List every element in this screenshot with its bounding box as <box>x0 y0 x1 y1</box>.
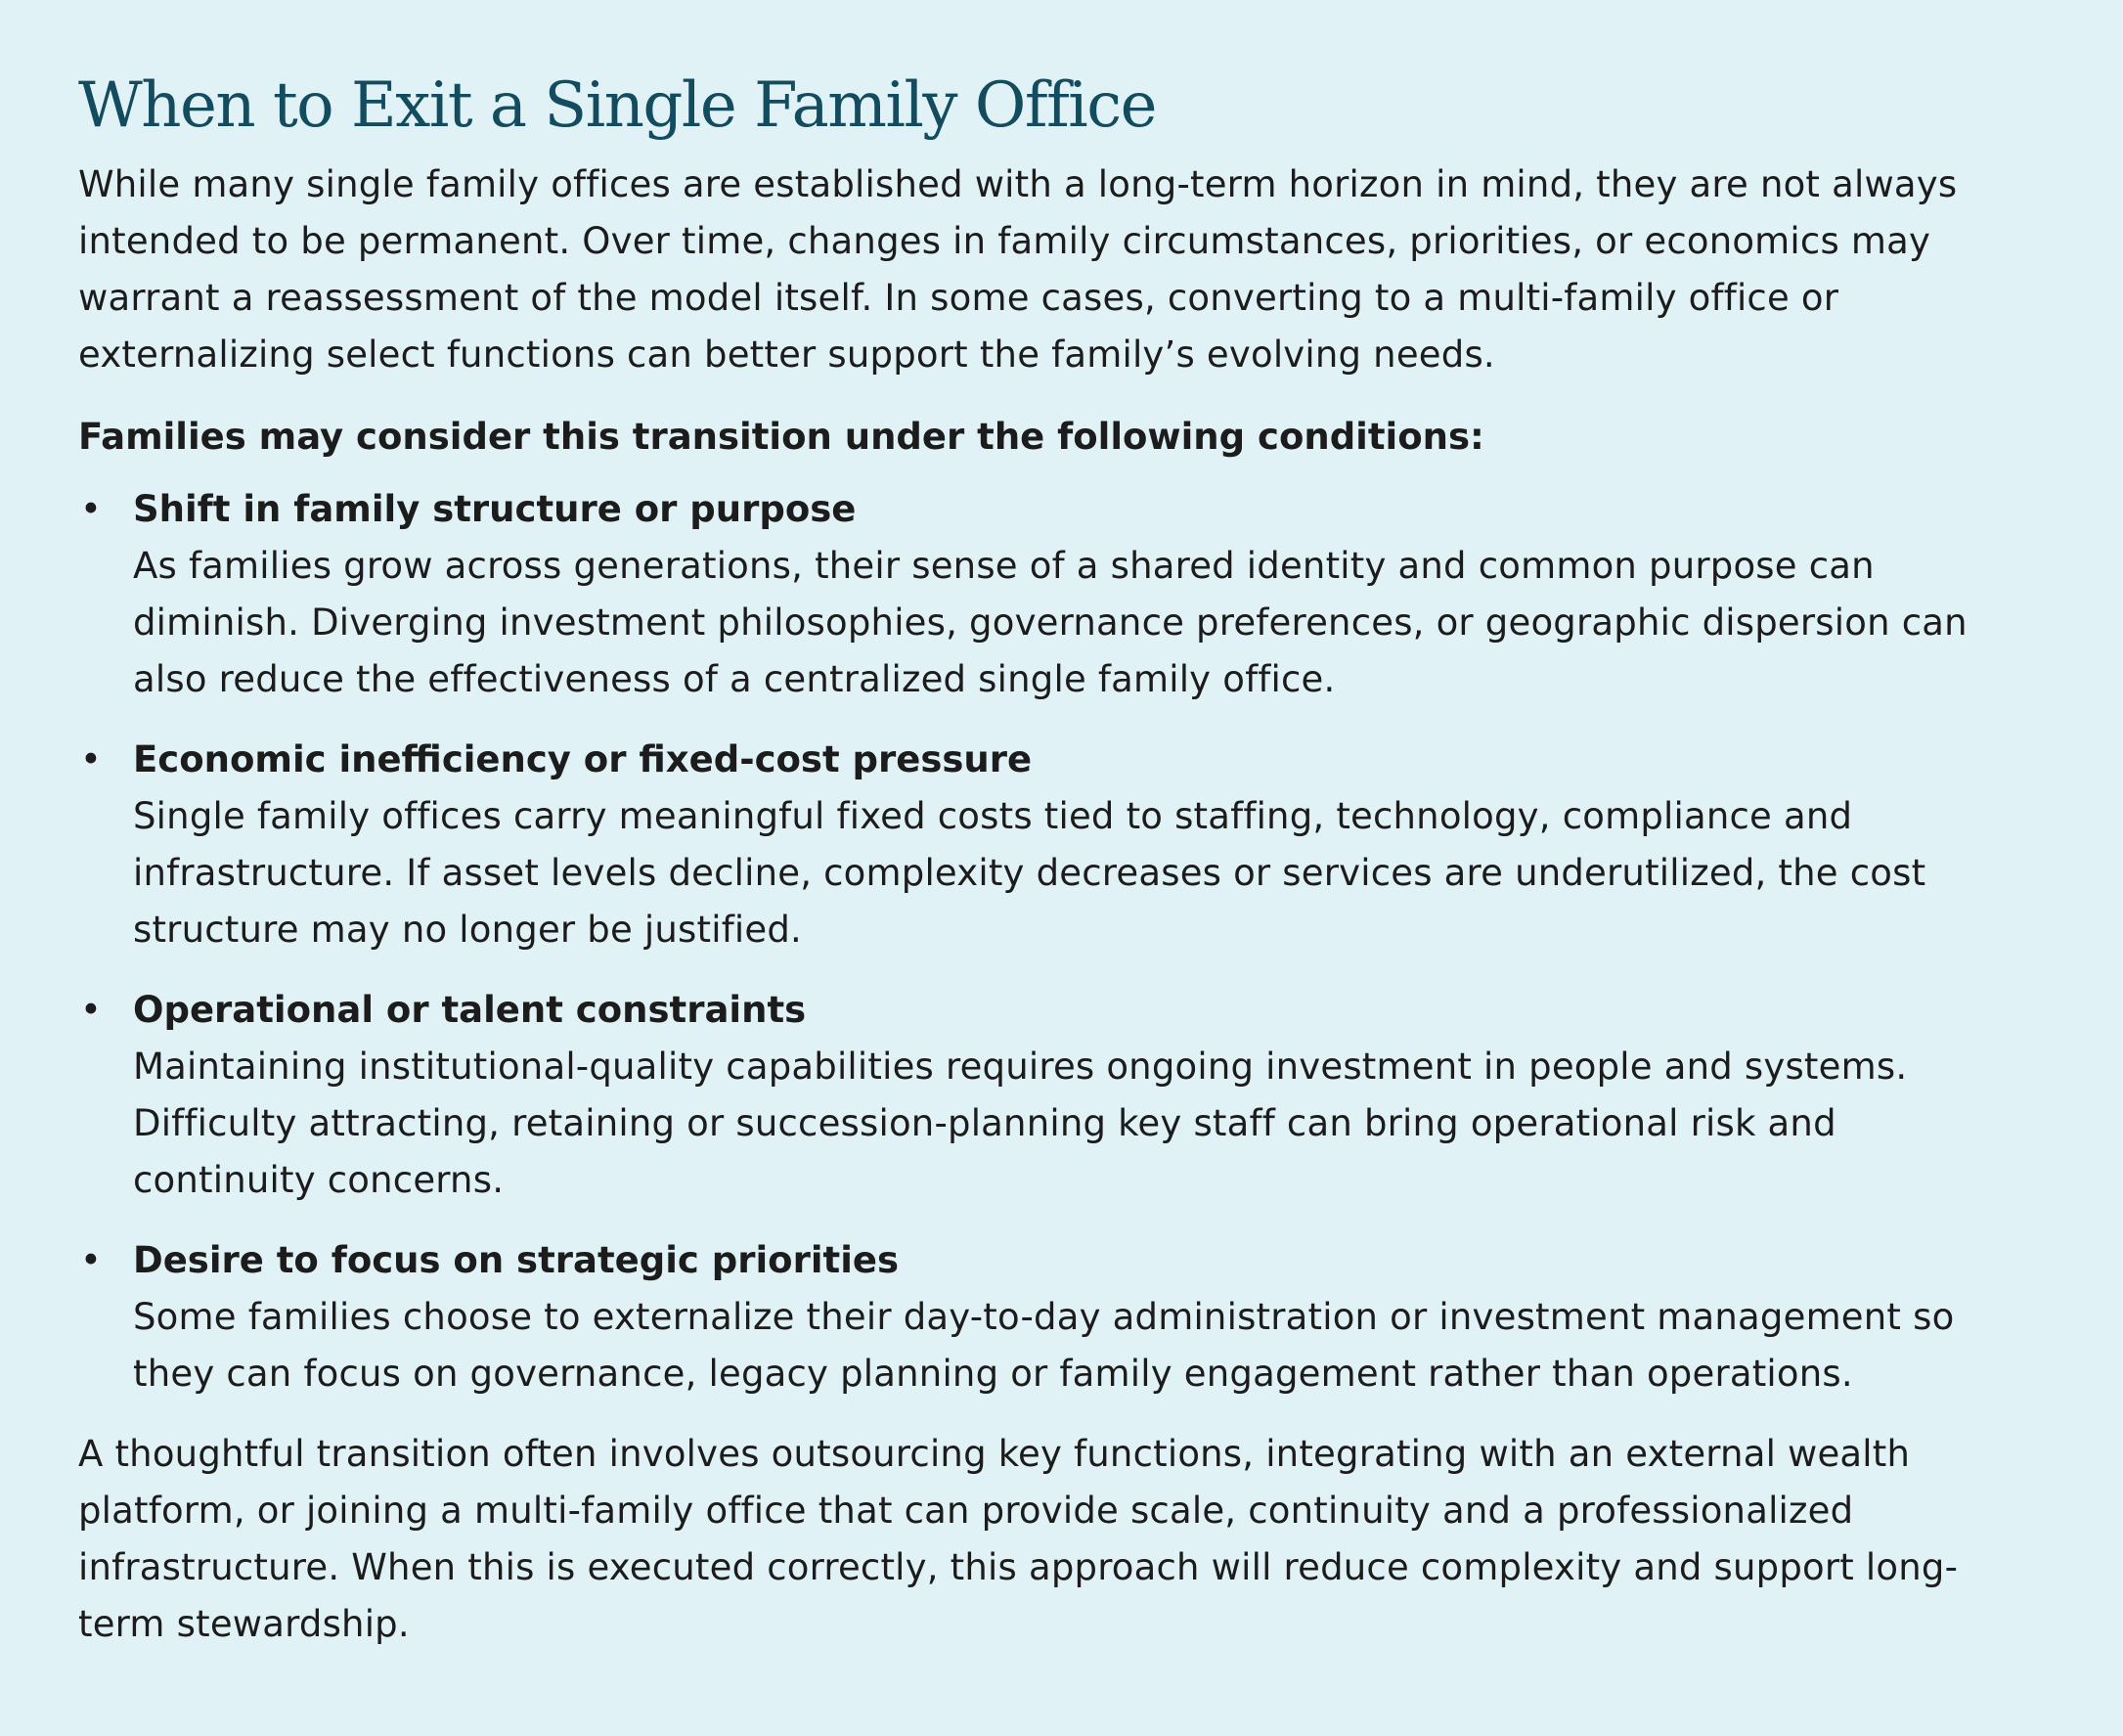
list-item <box>78 481 2015 708</box>
condition-body: Single family offices carry meaningful fixed costs tied to staffing, technology, compliance and infrastructure. If asset levels decline, complexity decreases or services are underutilized, the cost structure may no longer be justified. <box>133 795 1926 951</box>
condition-title: Operational or talent constraints <box>133 989 807 1031</box>
intro-paragraph: While many single family offices are established with a long-term horizon in mind, they are not always intended to be permanent. Over time, changes in family circumstances, priorities, or economics may warrant a reassessment of the model itself. In some cases, converting to a multi-family office or externalizing select functions can better support the family’s evolving needs. <box>78 163 1958 376</box>
bullet-icon: • <box>80 1239 102 1281</box>
condition-body: Some families choose to externalize their day-to-day administration or investment management so they can focus on governance, legacy planning or family engagement rather than operations. <box>133 1296 1955 1395</box>
page-title: When to Exit a Single Family Office <box>78 69 1156 142</box>
list-item <box>78 982 2015 1209</box>
bullet-icon: • <box>80 488 102 530</box>
condition-body: Maintaining institutional-quality capabilities requires ongoing investment in people and systems. Difficulty attracting, retaining or succession-planning key staff can bring operational risk and continuity concerns. <box>133 1046 1908 1201</box>
bullet-icon: • <box>80 738 102 780</box>
condition-title: Economic inefficiency or fixed-cost pressure <box>133 738 1033 780</box>
list-item <box>78 1232 2015 1402</box>
conditions-lead: Families may consider this transition under the following conditions: <box>78 416 1484 458</box>
condition-title: Desire to focus on strategic priorities <box>133 1239 899 1281</box>
bullet-icon: • <box>80 989 102 1031</box>
condition-title: Shift in family structure or purpose <box>133 488 857 530</box>
condition-body: As families grow across generations, their sense of a shared identity and common purpose can diminish. Diverging investment philosophies, governance preferences, or geographic dispersion can also reduce the effectiveness of a centralized single family office. <box>133 545 1968 700</box>
closing-paragraph: A thoughtful transition often involves outsourcing key functions, integrating with an external wealth platform, or joining a multi-family office that can provide scale, continuity and a professionalized infrastructure. When this is executed correctly, this approach will reduce complexity and support long-term stewardship. <box>78 1433 1959 1645</box>
list-item <box>78 732 2015 958</box>
conditions-list <box>78 481 2015 1402</box>
